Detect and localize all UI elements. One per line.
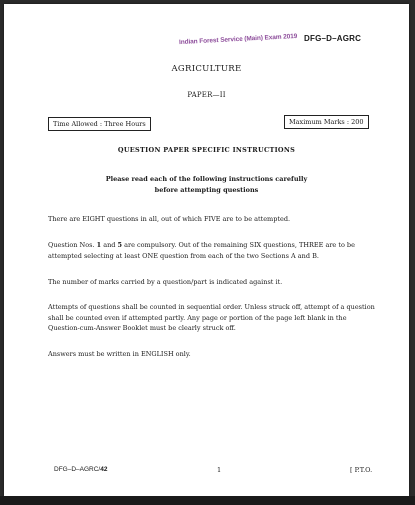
footer-code-number: 42 <box>100 466 108 473</box>
maximum-marks-box: Maximum Marks : 200 <box>284 115 369 129</box>
instruction-paragraph-1: There are EIGHT questions in all, out of which FIVE are to be attempted. <box>48 215 291 223</box>
instruction-paragraph-5: Answers must be written in ENGLISH only. <box>48 350 191 358</box>
footer-paper-code <box>54 466 107 473</box>
footer-code-prefix: DFG–D–AGRC/ <box>54 466 101 473</box>
bottom-dark-strip <box>0 496 415 505</box>
footer-pto: [ P.T.O. <box>350 466 373 474</box>
instructions-prelude <box>4 174 409 196</box>
paper-number: PAPER—II <box>187 91 226 99</box>
exam-paper-page <box>4 4 409 496</box>
instruction-paragraph-4: Attempts of questions shall be counted in sequential order. Unless struck off, attempt of a question shall be counted even if attempted partly. Any page or portion of the page left blank in the Question-cum-Answer Booklet must be clearly struck off. <box>48 303 375 332</box>
exam-stamp: Indian Forest Service (Main) Exam 2019 <box>178 32 298 47</box>
p2-pre: Question Nos. <box>48 241 97 249</box>
time-allowed-box: Time Allowed : Three Hours <box>48 117 151 131</box>
p2-mid: and <box>101 241 118 249</box>
p2-post: are compulsory. Out of the remaining SIX questions, THREE are to be attempted selecting at least ONE question from each of the two Sections A and B. <box>48 241 355 260</box>
subject-title: AGRICULTURE <box>171 64 242 74</box>
instructions-heading: QUESTION PAPER SPECIFIC INSTRUCTIONS <box>117 146 296 154</box>
p2-number-1: 1 <box>96 241 102 249</box>
prelude-line-1: Please read each of the following instructions carefully <box>105 175 308 183</box>
instruction-paragraph-3: The number of marks carried by a question/part is indicated against it. <box>48 278 283 286</box>
p2-number-2: 5 <box>117 241 123 249</box>
paper-code-top: DFG–D–AGRC <box>304 34 362 43</box>
instruction-paragraph-2 <box>48 240 378 261</box>
prelude-line-2: before attempting questions <box>154 186 259 194</box>
footer-page-number: 1 <box>217 466 222 474</box>
